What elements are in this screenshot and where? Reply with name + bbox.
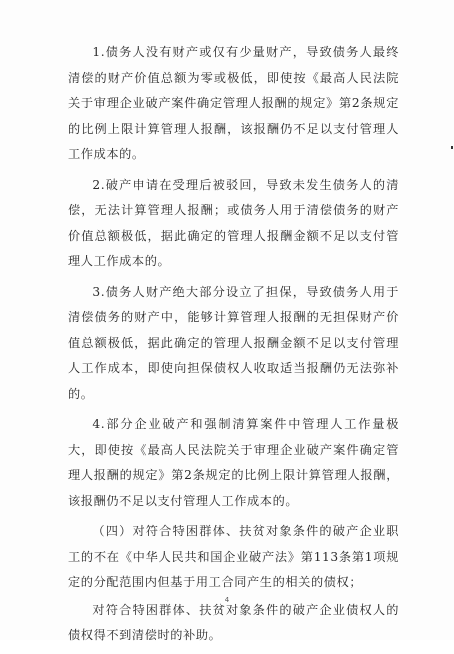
paragraph-item-3: 3.债务人财产绝大部分设立了担保，导致债务人用于清偿债务的财产中，能够计算管理人报酬的无担保财产价值总额极低，据此确定的管理人报酬金额不足以支付管理人工作成本，即使向担保债权人收取适当报酬仍无法弥补的。 [68, 284, 399, 401]
paragraph-item-4: 4.部分企业破产和强制清算案件中管理人工作量极大，即使按《最高人民法院关于审理企业破产案件确定管理人报酬的规定》第2条规定的比例上限计算管理人报酬，该报酬仍不足以支付管理人工作成本的。 [68, 417, 399, 508]
paragraph-item-1: 1.债务人没有财产或仅有少量财产，导致债务人最终清偿的财产价值总额为零或极低，即使按《最高人民法院关于审理企业破产案件确定管理人报酬的规定》第2条规定的比例上限计算管理人报酬，该报酬仍不足以支付管理人工作成本的。 [68, 45, 399, 161]
document-body [68, 40, 399, 654]
page-number: 4 [224, 596, 230, 604]
paragraph-section-four: （四）对符合特困群体、扶贫对象条件的破产企业职工的不在《中华人民共和国企业破产法》第113条第1项规定的分配范围内但基于用工合同产生的相关的债权； [68, 524, 399, 589]
paragraph-item-2: 2.破产申请在受理后被驳回，导致未发生债务人的清偿，无法计算管理人报酬；或债务人用于清偿债务的财产价值总额极低，据此确定的管理人报酬金额不足以支付管理人工作成本的。 [68, 177, 399, 268]
edge-mark [451, 146, 453, 149]
paragraph-subsidy: 对符合特困群体、扶贫对象条件的破产企业债权人的债权得不到清偿时的补助。 [68, 602, 399, 642]
